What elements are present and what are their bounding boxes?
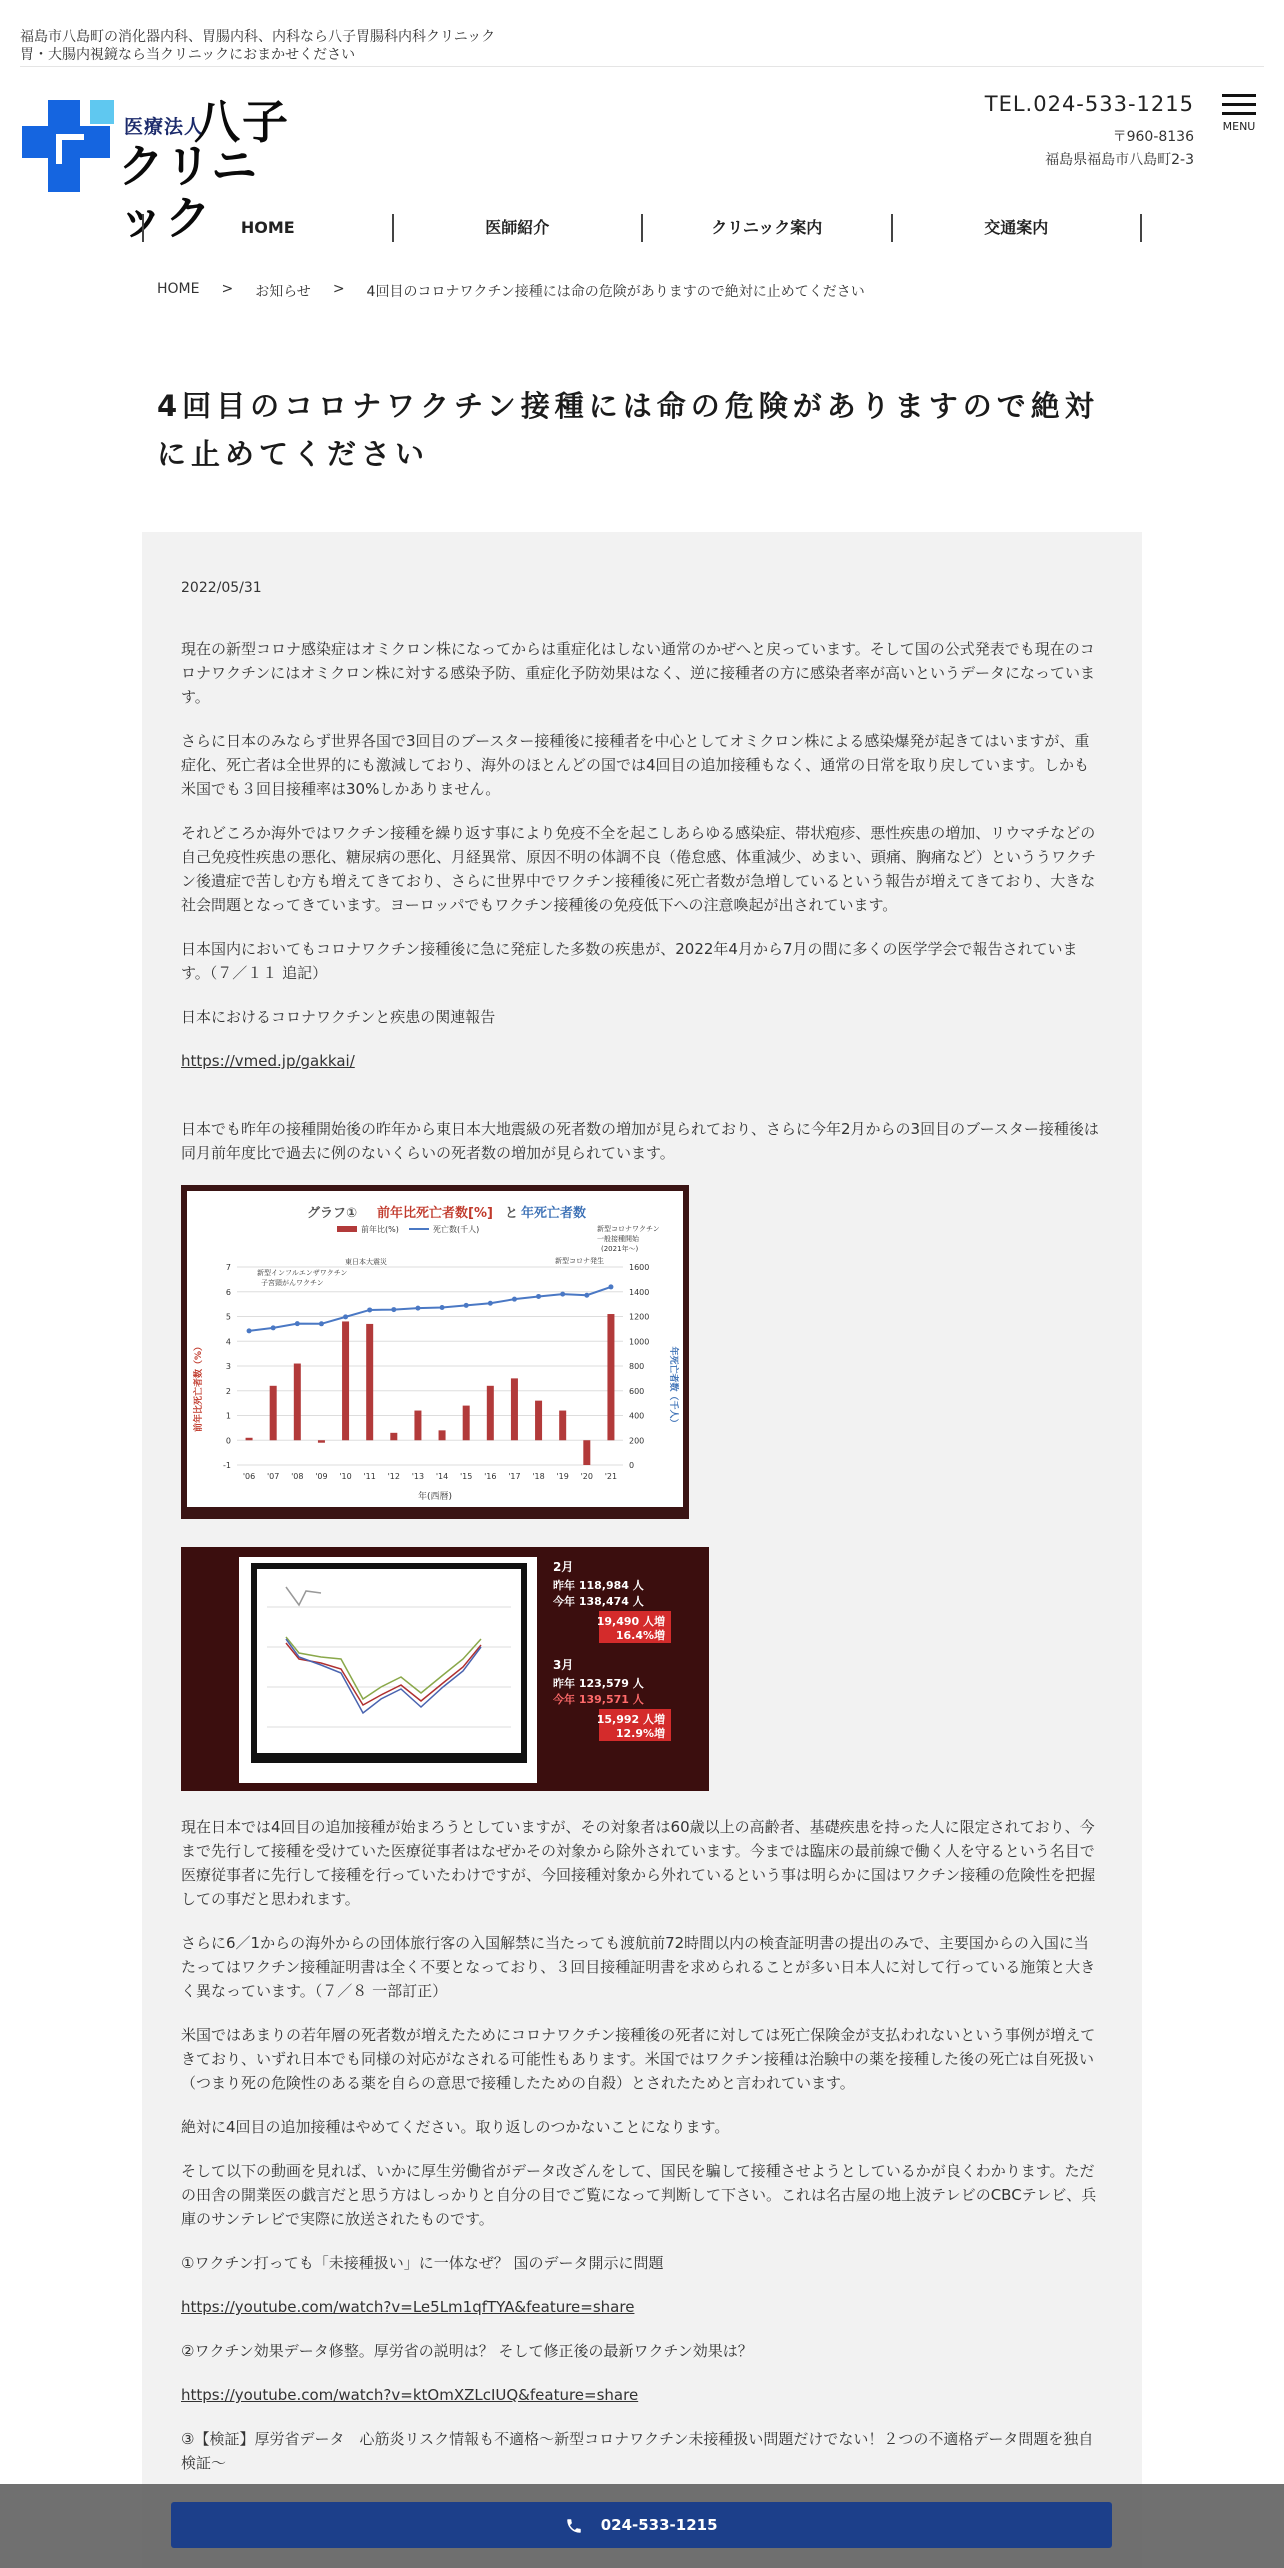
tagline-line1: 福島市八島町の消化器内科、胃腸内科、内科なら八子胃腸科内科クリニック bbox=[20, 29, 496, 45]
y-tick-right: 1600 bbox=[629, 1263, 650, 1272]
x-tick: '12 bbox=[387, 1472, 401, 1481]
chart-title-a: 前年比死亡者数[%] bbox=[377, 1206, 493, 1221]
x-tick: '14 bbox=[435, 1472, 449, 1481]
bar bbox=[487, 1386, 494, 1440]
line-point bbox=[247, 1328, 252, 1333]
menu-button[interactable] bbox=[1220, 94, 1258, 136]
death-rate-chart bbox=[187, 1191, 683, 1513]
line-point bbox=[391, 1307, 396, 1312]
line-point bbox=[271, 1325, 276, 1330]
annotation-hpv-vaccine: 子宮頸がんワクチン bbox=[261, 1279, 324, 1287]
legend-bar-label: 前年比(%) bbox=[361, 1225, 399, 1234]
y-tick-right: 400 bbox=[629, 1411, 645, 1421]
x-tick: '20 bbox=[580, 1472, 594, 1481]
x-tick: '07 bbox=[266, 1472, 280, 1481]
bar bbox=[390, 1433, 397, 1440]
paragraph: 日本におけるコロナワクチンと疾患の関連報告 bbox=[181, 1008, 496, 1026]
line-point bbox=[536, 1294, 541, 1299]
paragraph: 現在日本では4回目の追加接種が始まろうとしていますが、その対象者は60歳以上の高齢者、基礎疾患を持った人に限定されており、今まで先行して接種を受けていた医療従事者はなぜかその対象から除外されています。今までは臨床の最前線で働く人を守るという名目で医療従事者に先行して接種を行っていたわけですが、今回接種対象から外れているという事は明らかに国はワクチン接種の危険性を把握しての事だと思われます。 bbox=[181, 1818, 1096, 1908]
annotation-quake: 東日本大震災 bbox=[345, 1258, 387, 1266]
bar bbox=[270, 1386, 277, 1440]
annotation-vaccine-year: (2021年〜) bbox=[601, 1245, 639, 1253]
feb-label: 2月 bbox=[553, 1560, 574, 1574]
y-tick-right: 600 bbox=[629, 1386, 645, 1396]
hamburger-icon-bar bbox=[1222, 112, 1256, 115]
y-tick-left: -1 bbox=[223, 1461, 231, 1470]
page-title: 4回目のコロナワクチン接種には命の危険がありますので絶対に止めてください bbox=[157, 389, 1099, 471]
y-tick-left: 6 bbox=[225, 1287, 231, 1297]
nav-home[interactable]: HOME bbox=[142, 214, 392, 242]
header-zip: 〒960-8136 bbox=[1112, 129, 1194, 145]
x-tick: '11 bbox=[363, 1472, 376, 1481]
y-tick-right: 1200 bbox=[629, 1312, 650, 1322]
call-button[interactable] bbox=[171, 2502, 1112, 2548]
line-point bbox=[608, 1284, 613, 1289]
phone-icon bbox=[565, 2517, 583, 2535]
x-tick: '18 bbox=[532, 1472, 545, 1481]
bar bbox=[294, 1364, 301, 1441]
menu-label: MENU bbox=[1222, 120, 1256, 133]
line-point bbox=[415, 1306, 420, 1311]
bar bbox=[439, 1430, 446, 1440]
x-tick: '08 bbox=[291, 1472, 304, 1481]
mar-label: 3月 bbox=[553, 1658, 574, 1672]
y-tick-left: 1 bbox=[225, 1411, 231, 1421]
y-tick-left: 4 bbox=[225, 1337, 231, 1347]
hamburger-icon-bar bbox=[1222, 103, 1256, 106]
header-tel[interactable]: TEL.024-533-1215 bbox=[984, 92, 1194, 116]
paragraph: 日本でも昨年の接種開始後の昨年から東日本大地震級の死者数の増加が見られており、さらに今年2月からの3回目のブースター接種後は同月前年度比で過去に例のないくらいの死者数の増加が見られています。 bbox=[181, 1120, 1099, 1162]
x-axis-label: 年(西暦) bbox=[417, 1492, 453, 1502]
bar bbox=[535, 1401, 542, 1441]
line-point bbox=[488, 1301, 493, 1306]
mar-prev: 昨年 123,579 人 bbox=[553, 1677, 644, 1690]
line-point bbox=[295, 1321, 300, 1326]
bar bbox=[318, 1440, 325, 1442]
header-divider bbox=[20, 66, 1264, 67]
call-number: 024-533-1215 bbox=[600, 2516, 718, 2534]
nav-doctor[interactable]: 医師紹介 bbox=[392, 214, 642, 242]
breadcrumb-current: 4回目のコロナワクチン接種には命の危険がありますので絶対に止めてください bbox=[366, 284, 865, 300]
x-tick: '21 bbox=[604, 1472, 618, 1481]
feb-pct: 16.4%増 bbox=[615, 1629, 665, 1642]
link-youtube-2[interactable]: https://youtube.com/watch?v=ktOmXZLcIUQ&feature=share bbox=[181, 2386, 639, 2404]
y-tick-left: 3 bbox=[225, 1362, 231, 1371]
link-youtube-1[interactable]: https://youtube.com/watch?v=Le5Lm1qfTYA&feature=share bbox=[181, 2298, 635, 2316]
x-tick: '13 bbox=[411, 1472, 425, 1481]
header-address: 福島県福島市八島町2-3 bbox=[1045, 152, 1194, 168]
paragraph: ③【検証】厚労省データ 心筋炎リスク情報も不適格〜新型コロナワクチン未接種扱い問題だけでない！２つの不適格データ問題を独自検証〜 bbox=[181, 2430, 1094, 2472]
breadcrumb bbox=[157, 281, 887, 301]
paragraph: 日本国内においてもコロナワクチン接種後に急に発症した多数の疾患が、2022年4月から7月の間に多くの医学学会で報告されています。（７／１１ 追記） bbox=[181, 940, 1078, 982]
bar bbox=[583, 1440, 590, 1465]
line-point bbox=[319, 1321, 324, 1326]
mar-curr: 今年 139,571 人 bbox=[553, 1693, 644, 1706]
feb-diff: 19,490 人増 bbox=[596, 1615, 665, 1628]
hamburger-icon bbox=[1222, 94, 1256, 97]
mar-pct: 12.9%増 bbox=[615, 1727, 665, 1740]
link-vmed[interactable]: https://vmed.jp/gakkai/ bbox=[181, 1052, 355, 1070]
paragraph: 絶対に4回目の追加接種はやめてください。取り返しのつかないことになります。 bbox=[181, 2118, 730, 2136]
annotation-vaccine-start: 一般接種開始 bbox=[597, 1235, 639, 1243]
bar bbox=[511, 1378, 518, 1440]
mar-diff: 15,992 人増 bbox=[596, 1713, 665, 1726]
y-tick-left: 2 bbox=[225, 1386, 231, 1396]
bar bbox=[414, 1411, 421, 1441]
monthly-deaths-chart bbox=[181, 1547, 709, 1791]
figure-monthly-deaths bbox=[181, 1547, 709, 1791]
y-tick-right: 800 bbox=[629, 1362, 645, 1371]
y-tick-right: 0 bbox=[629, 1461, 635, 1470]
line-point bbox=[440, 1305, 445, 1310]
sticky-call-bar bbox=[0, 2484, 1284, 2568]
y-tick-right: 1000 bbox=[629, 1337, 650, 1347]
paragraph: 現在の新型コロナ感染症はオミクロン株になってからは重症化はしない通常のかぜへと戻っています。そして国の公式発表でも現在のコロナワクチンにはオミクロン株に対する感染予防、重症化予防効果はなく、逆に接種者の方に感染者率が高いというデータになっています。 bbox=[181, 640, 1095, 706]
annotation-flu-vaccine: 新型インフルエンザワクチン bbox=[257, 1269, 348, 1277]
line-point bbox=[367, 1307, 372, 1312]
article-body bbox=[142, 532, 1142, 2568]
line-point bbox=[343, 1314, 348, 1319]
bar bbox=[559, 1411, 566, 1441]
chart-title-prefix: グラフ① bbox=[307, 1206, 358, 1221]
breadcrumb-news[interactable]: お知らせ bbox=[255, 284, 311, 300]
post-date: 2022/05/31 bbox=[181, 580, 262, 596]
x-tick: '16 bbox=[484, 1472, 497, 1481]
y-tick-left: 5 bbox=[225, 1312, 231, 1322]
annotation-covid: 新型コロナ発生 bbox=[555, 1257, 604, 1265]
tagline-line2: 胃・大腸内視鏡なら当クリニックにおまかせください bbox=[20, 47, 356, 63]
x-tick: '15 bbox=[459, 1472, 473, 1481]
logo-name: 八子 bbox=[194, 95, 290, 149]
x-tick: '06 bbox=[242, 1472, 256, 1481]
line-series bbox=[249, 1287, 611, 1331]
line-point bbox=[464, 1303, 469, 1308]
x-tick: '19 bbox=[556, 1472, 569, 1481]
feb-curr: 今年 138,474 人 bbox=[553, 1595, 644, 1608]
breadcrumb-separator: > bbox=[332, 281, 345, 297]
y-axis-right-label: 年死亡者数（千人） bbox=[668, 1346, 678, 1428]
figure-death-chart bbox=[181, 1185, 689, 1519]
nav-access[interactable]: 交通案内 bbox=[891, 214, 1143, 242]
annotation-vaccine: 新型コロナワクチン bbox=[597, 1225, 660, 1233]
paragraph: 米国ではあまりの若年層の死者数が増えたためにコロナワクチン接種後の死者に対しては死亡保険金が支払われないという事例が増えてきており、いずれ日本でも同様の対応がなされる可能性もあります。米国ではワクチン接種は治験中の薬を接種した後の死亡は自死扱い（つまり死の危険性のある薬を自らの意思で接種したための自殺）とされたためと言われています。 bbox=[181, 2026, 1096, 2092]
y-tick-right: 200 bbox=[629, 1436, 645, 1446]
paragraph: さらに日本のみならず世界各国で3回目のブースター接種後に接種者を中心としてオミクロン株による感染爆発が起きてはいますが、重症化、死亡者は全世界的にも激減しており、海外のほとんどの国では4回目の追加接種もなく、通常の日常を取り戻しています。しかも米国でも３回目接種率は30%しかありません。 bbox=[181, 732, 1090, 798]
paragraph: ②ワクチン効果データ修整。厚労省の説明は？ そして修正後の最新ワクチン効果は？ bbox=[181, 2342, 753, 2360]
paragraph: ①ワクチン打っても「未接種扱い」に一体なぜ？ 国のデータ開示に問題 bbox=[181, 2254, 664, 2272]
line-point bbox=[512, 1297, 517, 1302]
y-tick-left: 7 bbox=[225, 1263, 231, 1272]
x-tick: '17 bbox=[508, 1472, 521, 1481]
paragraph: さらに6／1からの海外からの団体旅行客の入国解禁に当たっても渡航前72時間以内の検査証明書の提出のみで、主要国からの入国に当たってはワクチン接種証明書は全く不要となっており、３回目接種証明書を求められることが多い日本人に対して行っている施策と大きく異なっています。（７／８ 一部訂正） bbox=[181, 1934, 1096, 2000]
logo-subname: クリニック bbox=[118, 139, 259, 245]
breadcrumb-separator: > bbox=[221, 281, 234, 297]
cross-logo-icon bbox=[22, 100, 120, 192]
bar bbox=[342, 1321, 349, 1440]
chart-title-b: 年死亡者数 bbox=[521, 1206, 587, 1221]
global-nav bbox=[142, 214, 1142, 242]
nav-clinic[interactable]: クリニック案内 bbox=[641, 214, 891, 242]
bar bbox=[607, 1314, 614, 1440]
y-tick-right: 1400 bbox=[629, 1287, 650, 1297]
x-tick: '09 bbox=[315, 1472, 328, 1481]
line-point bbox=[560, 1292, 565, 1297]
line-point bbox=[584, 1293, 589, 1298]
bar bbox=[246, 1438, 253, 1440]
breadcrumb-home[interactable]: HOME bbox=[157, 281, 200, 297]
site-tagline bbox=[20, 28, 1264, 64]
y-axis-left-label: 前年比死亡者数（%） bbox=[194, 1341, 204, 1433]
logo-label: 医療法人 bbox=[124, 116, 205, 138]
bar bbox=[366, 1324, 373, 1440]
legend-line-label: 死亡数(千人) bbox=[433, 1225, 480, 1234]
feb-prev: 昨年 118,984 人 bbox=[553, 1579, 644, 1592]
chart-title-and: と bbox=[505, 1206, 519, 1221]
x-tick: '10 bbox=[339, 1472, 352, 1481]
bar bbox=[463, 1406, 470, 1441]
paragraph: そして以下の動画を見れば、いかに厚生労働省がデータ改ざんをして、国民を騙して接種させようとしているかが良くわかります。ただの田舎の開業医の戯言だと思う方はしっかりと自分の目でご覧になって判断して下さい。これは名古屋の地上波テレビのCBCテレビ、兵庫のサンテレビで実際に放送されたものです。 bbox=[181, 2162, 1097, 2228]
paragraph: それどころか海外ではワクチン接種を繰り返す事により免疫不全を起こしあらゆる感染症、帯状疱疹、悪性疾患の増加、リウマチなどの自己免疫性疾患の悪化、糖尿病の悪化、月経異常、原因不明の体調不良（倦怠感、体重減少、めまい、頭痛、胸痛など）といううワクチン後遺症で苦しむ方も増えてきており、さらに世界中でワクチン接種後に死亡者数が急増しているという報告が増えてきており、大きな社会問題となってきています。ヨーロッパでもワクチン接種後の免疫低下への注意喚起が出されています。 bbox=[181, 824, 1097, 914]
y-tick-left: 0 bbox=[225, 1436, 231, 1446]
